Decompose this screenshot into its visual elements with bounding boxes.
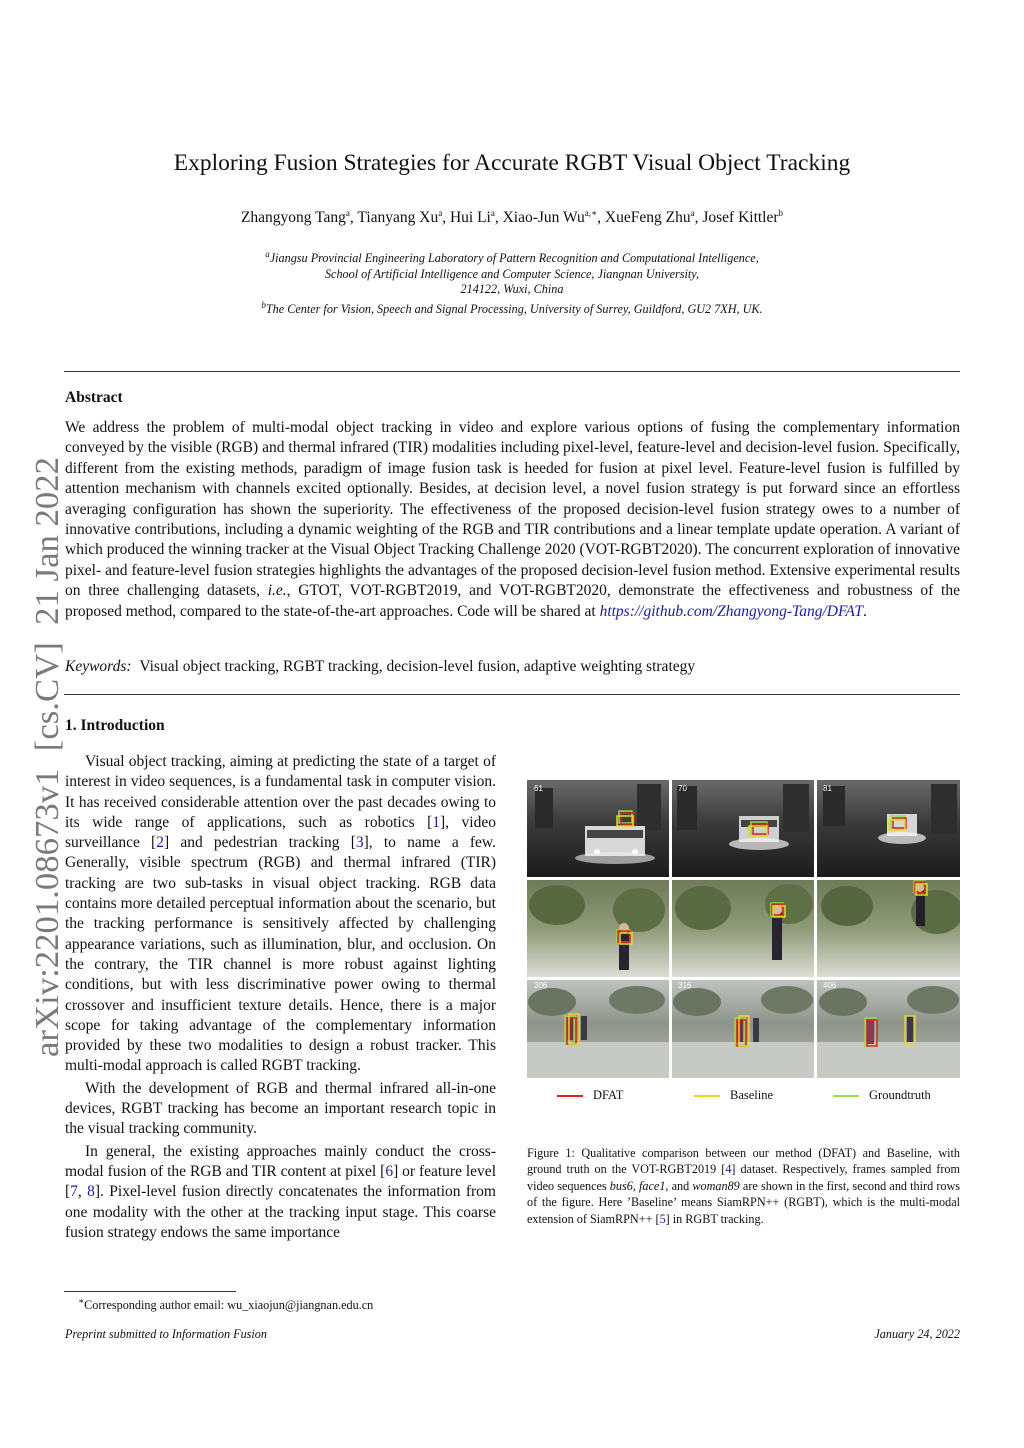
author-affil-mark: a [490, 208, 495, 218]
abstract-text: We address the problem of multi-modal object tracking in video and explore various options of fusing the complementary information conveyed by the visible (RGB) and thermal infrared (TIR) modalities including pixel-level, feature-level and decision-level fusion. Specifically, different from the existing methods, paradigm of image fusion task is heeded for fusion at pixel level. Feature-level fusion is fulfilled by attention mechanism with channels excited optionally. Besides, at decision level, a novel fusion strategy is put forward since an effortless averaging configuration has shown the superiority. The effectiveness of the proposed decision-level fusion strategy owes to a number of innovative contributions, including a dynamic weighting of the RGB and TIR contributions and a linear template update operation. A variant of which produced the winning tracker at the Visual Object Tracking Challenge 2020 (VOT-RGBT2020). The concurrent exploration of innovative pixel- and feature-level fusion strategies highlights the advantages of the proposed decision-level fusion method. Extensive experimental results on three challenging datasets, [65, 419, 960, 600]
affil-line: School of Artificial Intelligence and Computer Science, Jiangnan University, [324, 266, 700, 281]
footnote [78, 1296, 373, 1313]
legend-label: Baseline [730, 1088, 774, 1102]
frame-bus6-61 [527, 780, 669, 877]
text-run: ], to name a few. Generally, visible spectrum (RGB) and thermal infrared (TIR) tracking are two sub-tasks in visual object tracking. RGB data contains more detailed perceptual information about the scenario, but the tracking performance is sensitively affected by challenging appearance variations, such as illumination, blur, and occlusion. On the contrary, the TIR channel is more robust against lighting conditions, but with less discriminative power owing to thermal crossover and insufficient texture details. Hence, there is a major scope for taking advantage of the complementary information provided by these two modalities to design a robust tracker. This multi-modal approach is called RGBT tracking. [65, 834, 496, 1075]
keywords-label: Keywords: [65, 658, 132, 675]
abstract-body [65, 418, 960, 622]
author-name: Xiao-Jun Wu [502, 209, 585, 227]
arxiv-stamp [2, 455, 74, 1060]
affil-mark: a [265, 249, 270, 259]
frame-number: 406 [823, 981, 837, 990]
author-name: XueFeng Zhu [604, 209, 691, 227]
abstract-text: , GTOT, VOT-RGBT2019, and VOT-RGBT2020, demonstrate the effectiveness and robustness of the proposed method, compared to the state-of-the-art approaches. Code will be shared at [65, 582, 960, 620]
affil-mark: b [261, 299, 266, 310]
intro-paragraph [65, 752, 496, 1077]
frame-bus6-70 [672, 780, 814, 877]
abstract-heading: Abstract [65, 389, 123, 406]
text-run: In general, the existing approaches mainly conduct the cross-modal fusion of the RGB and TIR content at pixel [ [65, 1142, 496, 1180]
author-affil-mark: a [345, 208, 350, 218]
legend-label: DFAT [593, 1088, 624, 1102]
affil-line: The Center for Vision, Speech and Signal Processing, University of Surrey, Guildford, GU2 7XH, UK. [265, 301, 763, 316]
author-affil-mark: a,∗ [584, 208, 598, 218]
ref-link[interactable]: 1 [432, 813, 441, 831]
footnote-rule [64, 1291, 236, 1292]
keywords [65, 658, 960, 676]
frame-number: 306 [534, 981, 548, 990]
author-name: Tianyang Xu [357, 209, 439, 227]
figure-legend [527, 1086, 960, 1108]
footer-left: Preprint submitted to Information Fusion [65, 1327, 267, 1341]
caption-text: ] dataset. Respectively, frames sampled from video sequences [527, 1162, 960, 1193]
author-affil-mark: a [690, 208, 695, 218]
frame-number: 70 [678, 784, 687, 793]
ref-link[interactable]: 7 [70, 1183, 78, 1201]
abstract-end: . [862, 602, 867, 620]
text-run: ]. Pixel-level fusion directly concatenates the information from one modality with the other at the tracking input stage. This coarse fusion strategy endows the same importance [65, 1183, 496, 1241]
caption-text: , [632, 1178, 640, 1193]
frame-face1-2 [672, 880, 814, 977]
author-list: Zhangyong Tang$^a$, Tianyang Xu$^a$, Hui Li$^a$, Xiao-Jun $Wu^{a,∗}$, XueFeng Zhu$^a$, Josef Kittler$^b$ [240, 208, 784, 227]
ref-link[interactable]: 6 [385, 1162, 394, 1180]
frame-bus6-81 [817, 780, 960, 877]
code-link[interactable]: https://github.com/Zhangyong-Tang/DFAT [599, 602, 863, 620]
ref-link[interactable]: 8 [87, 1183, 95, 1201]
legend-swatch [557, 1095, 583, 1097]
legend-swatch [694, 1095, 720, 1097]
text-run: ], video surveillance [ [65, 813, 496, 852]
keywords-text: Visual object tracking, RGBT tracking, decision-level fusion, adaptive weighting strategy [139, 658, 696, 675]
legend-label: Groundtruth [869, 1088, 931, 1102]
text-run: Visual object tracking, aiming at predicting the state of a target of interest in video sequences, is a fundamental task in computer vision. It has received considerable attention over the past decades owing to its wide range of applications, such as robotics [ [65, 753, 496, 831]
caption-text: , and [665, 1178, 693, 1193]
frame-face1-3 [817, 880, 960, 977]
frame-number: 316 [678, 981, 692, 990]
legend-item-dfat [557, 1088, 623, 1103]
footer-right: January 24, 2022 [874, 1327, 960, 1341]
frame-number: 81 [823, 784, 832, 793]
affiliation-a [0, 247, 1024, 318]
caption-text: Figure 1: Qualitative comparison between our method (DFAT) and Baseline, with ground truth on the VOT-RGBT2019 [ [527, 1146, 960, 1177]
ref-link[interactable]: 5 [659, 1211, 666, 1226]
text-run: ] or feature level [ [65, 1162, 496, 1201]
ref-link[interactable]: 4 [725, 1162, 732, 1177]
arxiv-id: arXiv:2201.08673v1 [cs.CV] 21 Jan 2022 [29, 478, 66, 1057]
caption-text: are shown in the first, second and third rows of the figure. Here ’Baseline’ means SiamRPN++ (RGBT), which is the multi-modal extension of SiamRPN++ [ [527, 1178, 961, 1226]
frame-woman89-306 [527, 980, 669, 1078]
author-name: Josef Kittler [702, 209, 779, 227]
affil-line: 214122, Wuxi, China [460, 282, 564, 297]
frame-woman89-316 [672, 980, 814, 1078]
sequence-name: woman89 [692, 1178, 740, 1193]
footnote-text: Corresponding author email: wu_xiaojun@jiangnan.edu.cn [84, 1298, 374, 1313]
frame-woman89-406 [817, 980, 960, 1078]
intro-paragraph: With the development of RGB and thermal infrared all-in-one devices, RGBT tracking has become an important research topic in the visual tracking community. [65, 1079, 496, 1138]
legend-item-groundtruth [833, 1088, 931, 1103]
author-affil-mark: a [438, 208, 443, 218]
affil-line: Jiangsu Provincial Engineering Laboratory of Pattern Recognition and Computational Intelligence, [269, 251, 759, 266]
text-run: ] and pedestrian tracking [ [163, 834, 356, 852]
sequence-name: bus6 [609, 1178, 633, 1193]
text-run: , [77, 1183, 88, 1201]
frame-face1-1 [527, 880, 669, 977]
top-rule [64, 371, 960, 372]
abstract-ie: i.e. [267, 582, 287, 600]
intro-column [65, 752, 496, 1243]
intro-paragraph [65, 1142, 496, 1243]
author-name: Zhangyong Tang [240, 209, 346, 227]
legend-item-baseline [694, 1088, 773, 1103]
footnote-mark: ∗ [78, 1296, 85, 1306]
frame-number: 61 [534, 784, 543, 793]
figure-frames [527, 780, 960, 1078]
ref-link[interactable]: 2 [156, 834, 164, 852]
figure-1 [527, 780, 960, 1078]
ref-link[interactable]: 3 [355, 834, 364, 852]
author-name: Hui Li [449, 209, 491, 227]
figure-caption [527, 1145, 960, 1227]
sequence-name: face1 [639, 1178, 666, 1193]
paper-title: Exploring Fusion Strategies for Accurate RGBT Visual Object Tracking [173, 150, 851, 176]
legend-swatch [833, 1095, 859, 1097]
abstract-bottom-rule [64, 694, 960, 695]
author-affil-mark: b [778, 208, 784, 218]
arxiv-stamp-svg [2, 455, 74, 1060]
section-heading: 1. Introduction [65, 717, 165, 734]
caption-text: ] in RGBT tracking. [665, 1211, 764, 1226]
